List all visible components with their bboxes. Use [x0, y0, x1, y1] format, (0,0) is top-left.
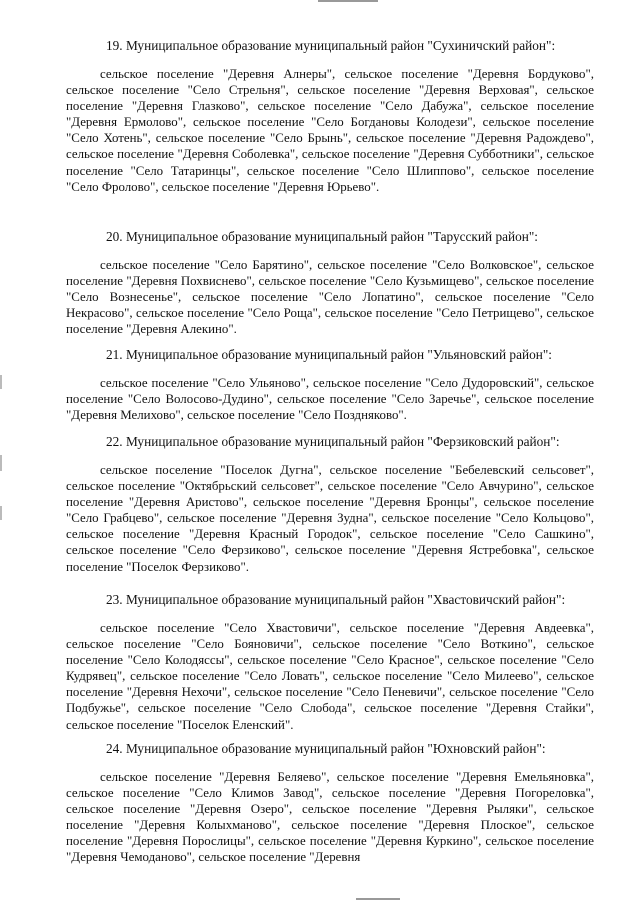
- section-text: сельское поселение "Поселок Дугна", сельское поселение "Бебелевский сельсовет", сельское поселение "Октябрьский сельсовет", сельское поселение "Село Авчурино", сельское поселение "Деревня Аристово", сельское поселение "Деревня Бронцы", сельское поселение "Село Грабцево", сельское поселение "Деревня Зудна", сельское поселение "Село Кольцово", сельское поселение "Деревня Красный Городок", сельское поселение "Село Сашкино", сельское поселение "Село Ферзиково", сельское поселение "Деревня Ястребовка", сельское поселение "Поселок Ферзиково".: [66, 463, 594, 574]
- section-heading: 19. Муниципальное образование муниципальный район "Сухиничский район":: [106, 38, 556, 53]
- section-heading: 20. Муниципальное образование муниципальный район "Тарусский район":: [106, 229, 539, 244]
- section-heading: 22. Муниципальное образование муниципальный район "Ферзиковский район":: [106, 434, 560, 449]
- section-text: сельское поселение "Село Ульяново", сельское поселение "Село Дудоровский", сельское поселение "Село Волосово-Дудино", сельское поселение "Село Заречье", сельское поселение "Деревня Мелихово", сельское поселение "Село Поздняково".: [66, 376, 594, 423]
- page-top-rule: [318, 0, 378, 2]
- section-20: [66, 229, 594, 337]
- section-heading: 24. Муниципальное образование муниципальный район "Юхновский район":: [106, 741, 546, 756]
- section-22: [66, 434, 594, 575]
- section-text: сельское поселение "Село Барятино", сельское поселение "Село Волковское", сельское поселение "Деревня Похвиснево", сельское поселение "Село Кузьмищево", сельское поселение "Село Вознесенье", сельское поселение "Село Лопатино", сельское поселение "Село Некрасово", сельское поселение "Село Роща", сельское поселение "Село Петрищево", сельское поселение "Деревня Алекино".: [66, 258, 594, 337]
- section-text: сельское поселение "Деревня Беляево", сельское поселение "Деревня Емельяновка", сельское поселение "Село Климов Завод", сельское поселение "Деревня Погореловка", сельское поселение "Деревня Озеро", сельское поселение "Деревня Рыляки", сельское поселение "Деревня Колыхманово", сельское поселение "Деревня Плоское", сельское поселение "Деревня Порослицы", сельское поселение "Деревня Куркино", сельское поселение "Деревня Чемоданово", сельское поселение "Деревня: [66, 770, 594, 865]
- scan-edge-marks: [0, 0, 3, 905]
- section-heading: 23. Муниципальное образование муниципальный район "Хвастовичский район":: [106, 592, 566, 607]
- section-19: [66, 38, 594, 195]
- section-text: сельское поселение "Деревня Алнеры", сельское поселение "Деревня Бордуково", сельское поселение "Село Стрельня", сельское поселение "Деревня Верховая", сельское поселение "Деревня Глазково", сельское поселение "Село Дабужа", сельское поселение "Деревня Ермолово", сельское поселение "Село Богдановы Колодези", сельское поселение "Село Хотень", сельское поселение "Село Брынь", сельское поселение "Деревня Радождево", сельское поселение "Деревня Соболевка", сельское поселение "Деревня Субботники", сельское поселение "Село Татаринцы", сельское поселение "Село Шлиппово", сельское поселение "Село Фролово", сельское поселение "Деревня Юрьево".: [66, 67, 594, 194]
- section-text: сельское поселение "Село Хвастовичи", сельское поселение "Деревня Авдеевка", сельское поселение "Село Бояновичи", сельское поселение "Село Воткино", сельское поселение "Село Колодяссы", сельское поселение "Село Красное", сельское поселение "Село Кудрявец", сельское поселение "Село Ловать", сельское поселение "Село Милеево", сельское поселение "Деревня Нехочи", сельское поселение "Село Пеневичи", сельское поселение "Село Подбужье", сельское поселение "Село Слобода", сельское поселение "Деревня Стайки", сельское поселение "Поселок Еленский".: [66, 621, 594, 732]
- page-bottom-rule: [356, 898, 400, 900]
- section-24: [66, 741, 594, 866]
- section-23: [66, 592, 594, 733]
- section-heading: 21. Муниципальное образование муниципальный район "Ульяновский район":: [106, 347, 552, 362]
- section-21: [66, 347, 594, 423]
